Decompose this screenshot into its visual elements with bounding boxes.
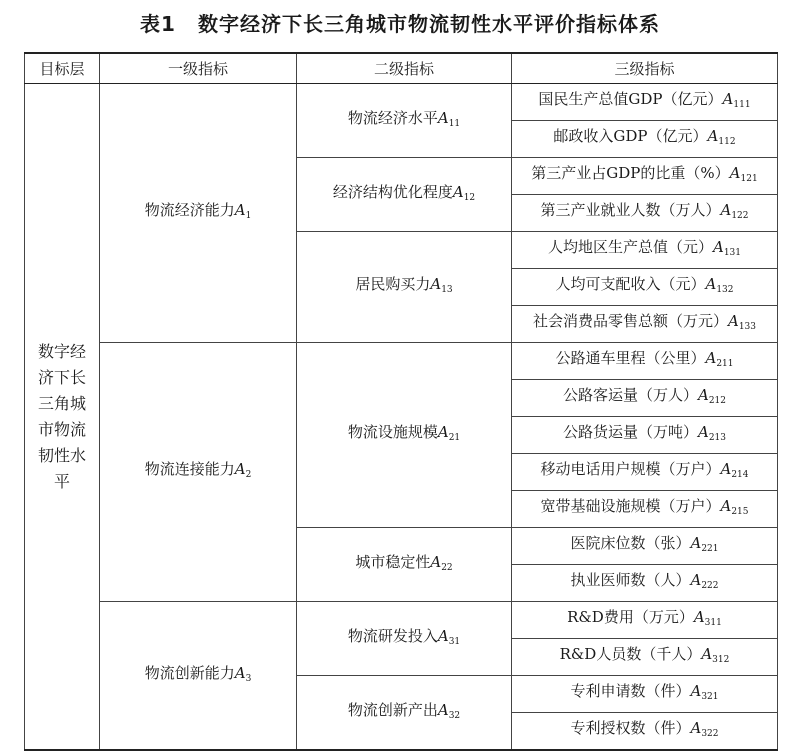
level3-cell: 人均可支配收入（元）$A_{132}$ [512, 269, 778, 306]
indicator-table [24, 52, 778, 751]
level3-cell: 邮政收入GDP（亿元）$A_{112}$ [512, 121, 778, 158]
level3-cell: 公路通车里程（公里）$A_{211}$ [512, 343, 778, 380]
table-row [25, 602, 778, 639]
level2-cell: 物流研发投入$A_{31}$ [297, 602, 512, 676]
level3-cell: 专利授权数（件）$A_{322}$ [512, 713, 778, 751]
header-row [25, 53, 778, 84]
table-title: 数字经济下长三角城市物流韧性水平评价指标体系 [197, 12, 660, 36]
level3-cell: 第三产业占GDP的比重$(\%)A_{121}$ [512, 158, 778, 195]
level3-cell: 国民生产总值GDP（亿元）$A_{111}$ [512, 84, 778, 121]
level1-cell: 物流经济能力$A_1$ [100, 84, 297, 343]
level2-cell: 物流创新产出$A_{32}$ [297, 676, 512, 751]
table-number: 表1 [140, 12, 176, 36]
level3-cell: 宽带基础设施规模（万户）$A_{215}$ [512, 491, 778, 528]
header-level2: 二级指标 [297, 53, 512, 84]
level3-cell: 第三产业就业人数（万人）$A_{122}$ [512, 195, 778, 232]
level3-cell: 社会消费品零售总额（万元）$A_{133}$ [512, 306, 778, 343]
level2-cell: 物流设施规模$A_{21}$ [297, 343, 512, 528]
level3-cell: 公路客运量（万人）$A_{212}$ [512, 380, 778, 417]
level1-cell: 物流创新能力$A_3$ [100, 602, 297, 751]
header-level3: 三级指标 [512, 53, 778, 84]
level2-cell: 经济结构优化程度$A_{12}$ [297, 158, 512, 232]
table-row [25, 343, 778, 380]
level3-cell: R&D费用（万元）$A_{311}$ [512, 602, 778, 639]
level3-cell: 专利申请数（件）$A_{321}$ [512, 676, 778, 713]
level2-cell: 物流经济水平$A_{11}$ [297, 84, 512, 158]
level3-cell: 医院床位数（张）$A_{221}$ [512, 528, 778, 565]
table-row [25, 84, 778, 121]
level3-cell: R&D人员数（千人）$A_{312}$ [512, 639, 778, 676]
level3-cell: 人均地区生产总值（元）$A_{131}$ [512, 232, 778, 269]
goal-cell: 数字经济下长三角城市物流韧性水平 [25, 84, 100, 751]
level1-cell: 物流连接能力$A_2$ [100, 343, 297, 602]
header-level1: 一级指标 [100, 53, 297, 84]
level2-cell: 城市稳定性$A_{22}$ [297, 528, 512, 602]
level3-cell: 公路货运量（万吨）$A_{213}$ [512, 417, 778, 454]
level2-cell: 居民购买力$A_{13}$ [297, 232, 512, 343]
level3-cell: 执业医师数（人）$A_{222}$ [512, 565, 778, 602]
level3-cell: 移动电话用户规模（万户）$A_{214}$ [512, 454, 778, 491]
header-goal: 目标层 [25, 53, 100, 84]
table-caption [0, 8, 800, 37]
